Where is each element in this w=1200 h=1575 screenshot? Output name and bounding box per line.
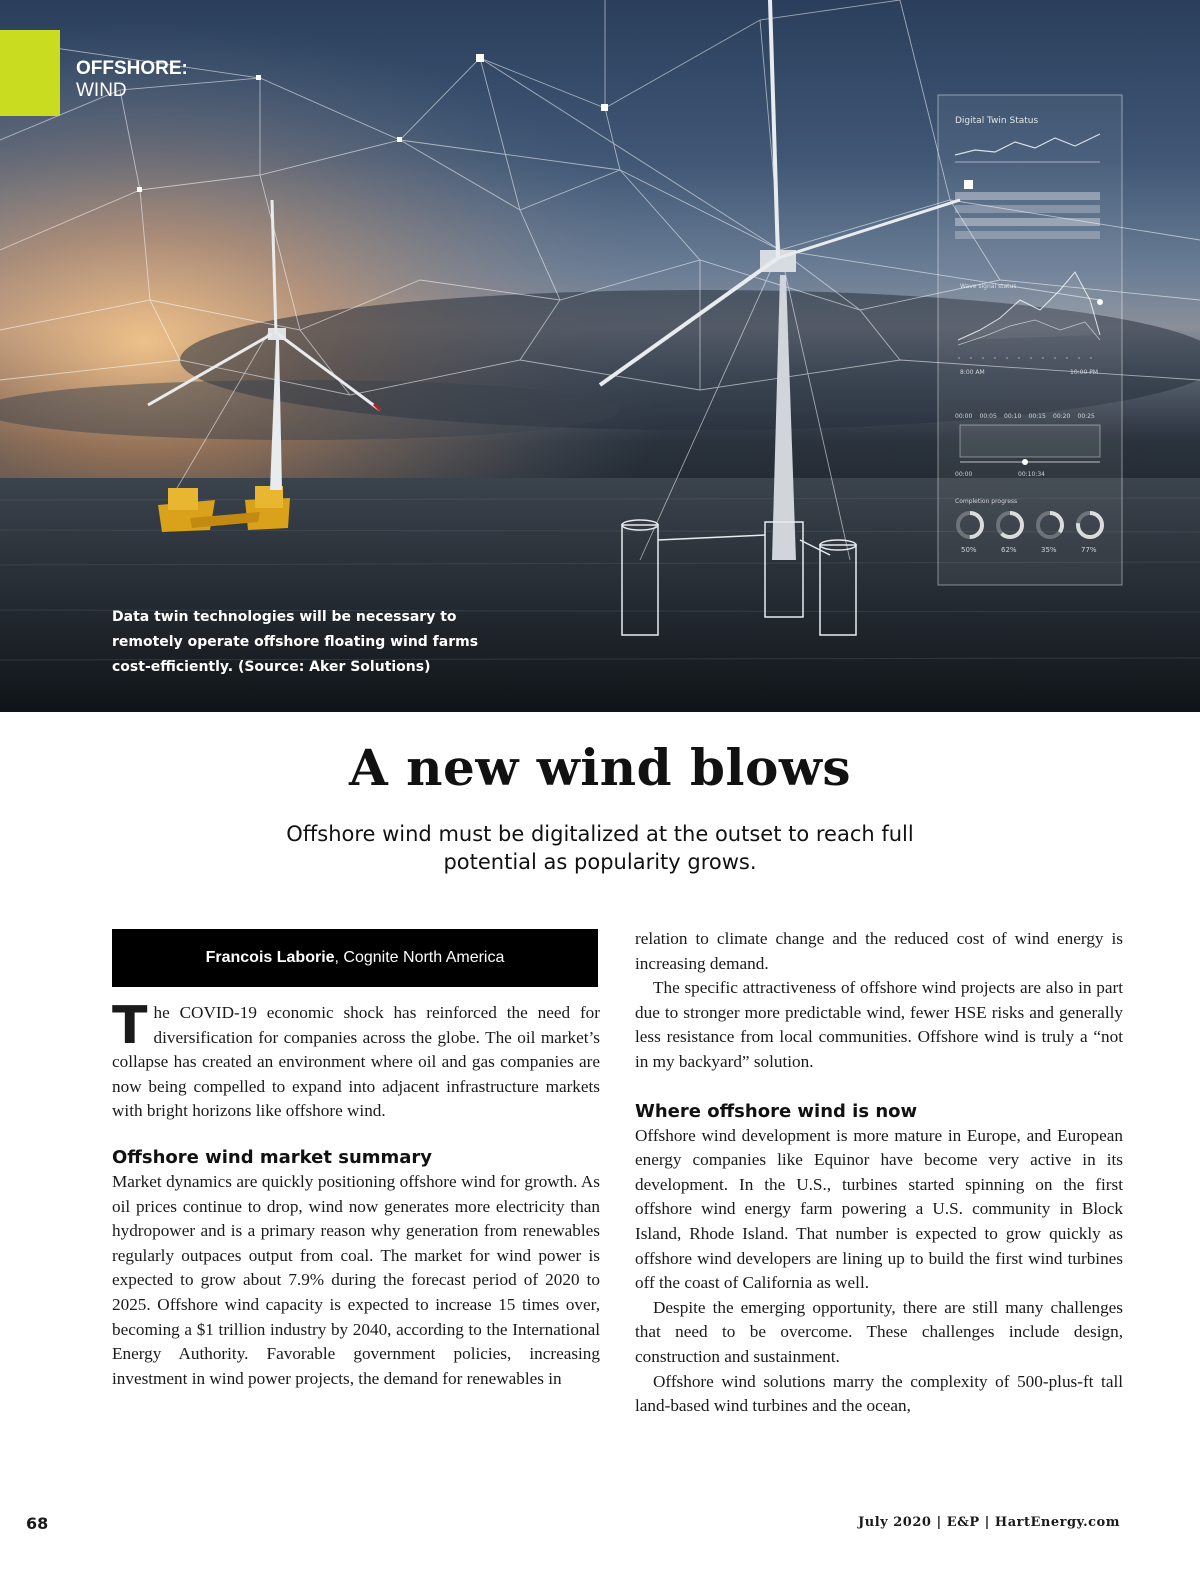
timeline-label: 00:20 [1053,413,1071,420]
panel-title: Digital Twin Status [955,116,1039,126]
timeline-label: 00:05 [979,413,997,420]
timeline-label: 00:15 [1028,413,1046,420]
attractiveness-paragraph: The specific attractiveness of offshore wind projects are also in part due to stronger more predictable wind, fewer HSE risks and generally less resistance from local communities. Offshore wind is truly a “not in my backyard” solution. [635,978,1123,1071]
timeline-label: 00:25 [1077,413,1095,420]
drop-cap: T [112,996,148,1056]
scrub-end: 00:10:34 [1018,471,1045,478]
subhead-market-summary: Offshore wind market summary [112,1146,433,1168]
intro-text: he COVID-19 economic shock has reinforced the need for diversification for companies across the globe. The oil market’s collapse has created an environment where oil and gas companies are now being compelled to expand into adjacent infrastructure markets with bright horizons like offshore wind. [112,1003,600,1121]
column-left [112,996,600,1391]
byline [112,929,598,987]
completion-value: 50% [961,546,977,554]
section-label-secondary: WIND [76,80,127,101]
complexity-paragraph: Offshore wind solutions marry the complexity of 500-plus-ft tall land-based wind turbines and the ocean, [635,1371,1123,1416]
photo-caption: Data twin technologies will be necessary to remotely operate offshore floating wind farms cost-efficiently. (Source: Aker Solutions) [112,609,479,675]
headline: A new wind blows [348,738,852,797]
page-number: 68 [26,1514,49,1533]
timeline-label: 00:00 [955,413,973,420]
hero-image [0,0,1200,712]
continued-paragraph: relation to climate change and the reduced cost of wind energy is increasing demand. [635,929,1123,973]
wave-label: Wave signal status [960,283,1017,290]
completion-value: 62% [1001,546,1017,554]
timeline-label: 00:10 [1004,413,1022,420]
market-summary-paragraph: Market dynamics are quickly positioning offshore wind for growth. As oil prices continue to drop, wind now generates more electricity than hydropower and is a primary reason why generation from renewables regularly outpaces output from coal. The market for wind power is expected to grow about 7.9% during the forecast period of 2020 to 2025. Offshore wind capacity is expected to increase 15 times over, becoming a $1 trillion industry by 2040, according to the International Energy Authority. Favorable government policies, increasing investment in wind power projects, the demand for renewables in [112,1171,600,1388]
column-right [635,927,1123,1419]
completion-value: 77% [1081,546,1097,554]
section-label-primary: OFFSHORE: [76,58,188,79]
time-end: 10:00 PM [1070,369,1098,376]
completion-label: Completion progress [955,498,1018,505]
author-name: Francois Laborie [205,949,335,966]
time-start: 8:00 AM [960,369,985,376]
challenges-paragraph: Despite the emerging opportunity, there are still many challenges that need to be overcome. These challenges include design, construction and sustainment. [635,1297,1123,1366]
author-affiliation: , Cognite North America [334,949,505,966]
deck: Offshore wind must be digitalized at the outset to reach full potential as popularity grows. [286,822,914,874]
completion-value: 35% [1041,546,1057,554]
scrub-start: 00:00 [955,471,973,478]
intro-paragraph [112,996,600,1124]
europe-paragraph: Offshore wind development is more mature in Europe, and European energy companies like Equinor have become very active in its development. In the U.S., turbines started spinning on the first offshore wind energy farm powering a U.S. community in Block Island, Rhode Island. That number is expected to grow quickly as offshore wind developers are lining up to build the first wind turbines off the coast of California as well. [635,1125,1123,1293]
subhead-where-now: Where offshore wind is now [635,1100,918,1122]
footer-publication: July 2020 | E&P | HartEnergy.com [858,1515,1120,1530]
section-label [76,58,188,102]
digital-twin-panel [938,95,1122,585]
section-tab [0,30,60,116]
